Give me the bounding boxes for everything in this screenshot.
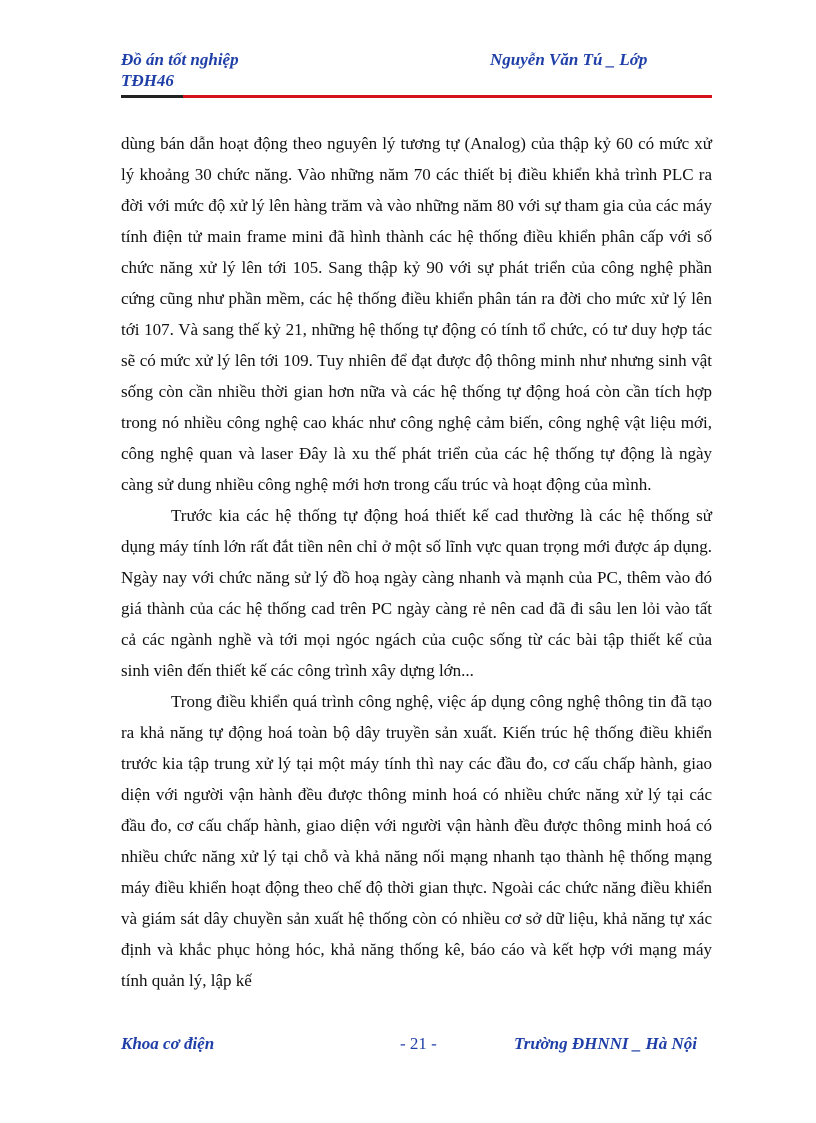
header-divider: [121, 95, 712, 98]
header-document-type: Đồ án tốt nghiệp: [121, 50, 239, 69]
paragraph: Trong điều khiển quá trình công nghệ, việc áp dụng công nghệ thông tin đã tạo ra khả năng tự động hoá toàn bộ dây truyền sản xuất. Kiến trúc hệ thống điều khiển trước kia tập trung xử lý tại một máy tính thì nay các đầu đo, cơ cấu chấp hành, giao diện với người vận hành đều được thông minh hoá có nhiều chức năng xử lý tại các đầu đo, cơ cấu chấp hành, giao diện với người vận hành đều được thông minh hoá có nhiều chức năng xử lý tại chỗ và khả năng nối mạng nhanh tạo thành hệ thống mạng máy điều khiển hoạt động theo chế độ thời gian thực. Ngoài các chức năng điều khiển và giám sát dây chuyền sản xuất hệ thống còn có nhiều cơ sở dữ liệu, khả năng tự xác định và khắc phục hỏng hóc, khả năng thống kê, báo cáo và kết hợp với mạng máy tính quản lý, lập kế: [121, 692, 712, 990]
footer-university: Trường ĐHNNI _ Hà Nội: [514, 1034, 698, 1053]
header-author: Nguyễn Văn Tú _ Lớp: [490, 50, 648, 69]
body-text: [121, 128, 712, 996]
page-number: - 21 -: [400, 1034, 437, 1053]
header-divider-accent: [121, 95, 183, 98]
footer-faculty: Khoa cơ điện: [121, 1034, 215, 1053]
paragraph: dùng bán dẫn hoạt động theo nguyên lý tương tự (Analog) của thập kỷ 60 có mức xử lý khoảng 30 chức năng. Vào những năm 70 các thiết bị điều khiển khả trình PLC ra đời với mức độ xử lý lên hàng trăm và vào những năm 80 với sự tham gia của các máy tính điện tử main frame mini đã hình thành các hệ thống điều khiển phân cấp với số chức năng xử lý lên tới 105. Sang thập kỷ 90 với sự phát triển của công nghệ phần cứng cũng như phần mềm, các hệ thống điều khiển phân tán ra đời cho mức xử lý lên tới 107. Và sang thế kỷ 21, những hệ thống tự động có tính tổ chức, có tư duy hợp tác sẽ có mức xử lý lên tới 109. Tuy nhiên để đạt được độ thông minh như nhưng sinh vật sống còn cần nhiều thời gian hơn nữa và các hệ thống tự động hoá còn cần tích hợp trong nó nhiều công nghệ cao khác như công nghệ cảm biến, công nghệ vật liệu mới, công nghệ quan và laser Đây là xu thế phát triển của các hệ thống tự động là ngày càng sử dung nhiều công nghệ mới hơn trong cấu trúc và hoạt động của mình.: [121, 134, 712, 494]
header-class: TĐH46: [121, 71, 174, 90]
paragraph: Trước kia các hệ thống tự động hoá thiết kế cad thường là các hệ thống sử dụng máy tính lớn rất đắt tiền nên chỉ ở một số lĩnh vực quan trọng mới được áp dụng. Ngày nay với chức năng sử lý đồ hoạ ngày càng nhanh và mạnh của PC, thêm vào đó giá thành của các hệ thống cad trên PC ngày càng rẻ nên cad đã đi sâu len lỏi vào tất cả các ngành nghề và tới mọi ngóc ngách của cuộc sống từ các bài tập thiết kế của sinh viên đến thiết kế các công trình xây dựng lớn...: [121, 506, 712, 680]
